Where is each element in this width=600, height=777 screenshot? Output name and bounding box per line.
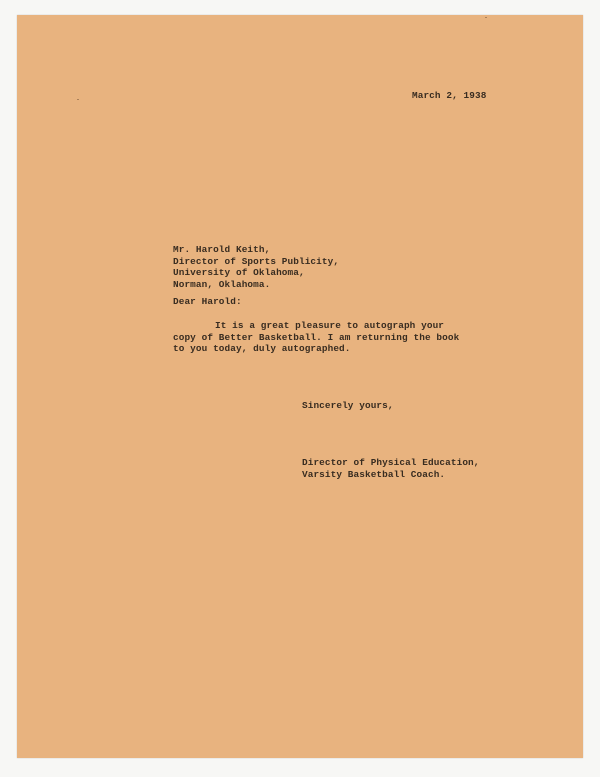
letter-page (17, 15, 583, 758)
recipient-line: University of Oklahoma, (173, 267, 305, 278)
salutation: Dear Harold: (173, 296, 242, 307)
recipient-line: Mr. Harold Keith, (173, 244, 271, 255)
letter-date: March 2, 1938 (412, 90, 487, 101)
complimentary-close: Sincerely yours, (302, 400, 394, 411)
recipient-line: Norman, Oklahoma. (173, 278, 271, 290)
recipient-line: Director of Sports Publicity, (173, 255, 340, 267)
body-line: copy of Better Basketball. I am returning the book (173, 331, 460, 343)
body-line: to you today, duly autographed. (173, 343, 351, 354)
signature-line: Varsity Basketball Coach. (302, 468, 446, 480)
body-line: It is a great pleasure to autograph your (215, 320, 445, 331)
signature-block (302, 457, 480, 480)
paper-speck (485, 17, 487, 18)
paper-speck (77, 99, 79, 100)
letter-body (173, 320, 459, 355)
recipient-address (173, 244, 339, 290)
signature-line: Director of Physical Education, (302, 457, 480, 468)
